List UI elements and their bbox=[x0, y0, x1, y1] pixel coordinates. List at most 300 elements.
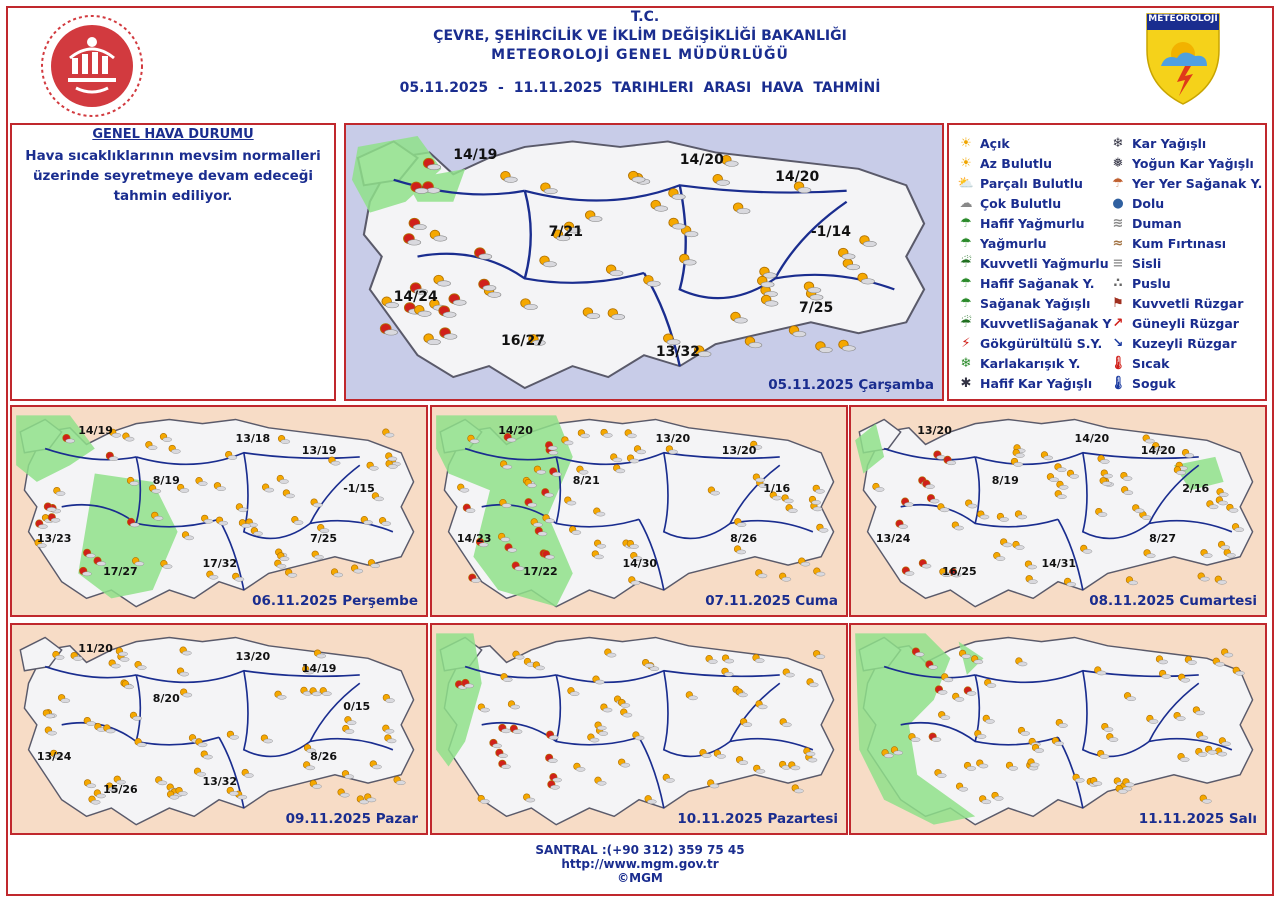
cloud-icon bbox=[152, 489, 161, 493]
cloud-icon bbox=[369, 466, 378, 470]
cloud-icon bbox=[552, 472, 561, 476]
header-ministry: ÇEVRE, ŞEHİRCİLİK VE İKLİM DEĞİŞİKLİĞİ BAKANLIĞI bbox=[433, 28, 847, 44]
cloud-icon bbox=[1104, 727, 1113, 731]
heavy-shower-icon: ☔ bbox=[960, 315, 972, 331]
legend-label: Kar Yağışlı bbox=[1132, 135, 1207, 151]
legend-item bbox=[1109, 333, 1262, 353]
cloud-icon bbox=[842, 254, 855, 259]
cloud-icon bbox=[180, 488, 189, 492]
cloud-icon bbox=[1196, 711, 1205, 715]
cloud-icon bbox=[717, 180, 730, 185]
cloud-icon bbox=[133, 716, 142, 720]
cloud-icon bbox=[322, 692, 331, 696]
cloud-icon bbox=[56, 491, 65, 495]
map-day-label: 11.11.2025 Salı bbox=[1138, 811, 1257, 827]
cloud-icon bbox=[1083, 549, 1092, 553]
cloud-icon bbox=[306, 766, 315, 770]
cloud-icon bbox=[819, 528, 828, 532]
cloud-icon bbox=[842, 346, 855, 351]
cloud-icon bbox=[1221, 545, 1230, 549]
cloud-icon bbox=[1145, 439, 1154, 443]
cloud-icon bbox=[345, 729, 354, 733]
legend-label: Yer Yer Sağanak Y. bbox=[1132, 175, 1263, 191]
cloud-icon bbox=[595, 680, 604, 684]
cloud-icon bbox=[996, 556, 1005, 560]
cloudy-icon: ☁ bbox=[959, 195, 973, 211]
cloud-icon bbox=[1127, 697, 1136, 701]
temperature-label: 2/16 bbox=[1182, 481, 1210, 495]
cloud-icon bbox=[527, 483, 536, 487]
general-weather-title: GENEL HAVA DURUMU bbox=[92, 127, 254, 142]
cloud-icon bbox=[725, 161, 738, 166]
temperature-label: 11/20 bbox=[78, 641, 113, 655]
cloud-icon bbox=[499, 754, 508, 758]
light-rain-icon: ☂ bbox=[960, 215, 972, 231]
cloud-icon bbox=[758, 705, 767, 709]
cloud-icon bbox=[203, 755, 212, 759]
cloud-icon bbox=[515, 655, 524, 659]
cloud-icon bbox=[180, 672, 189, 676]
cloud-icon bbox=[669, 450, 678, 454]
fog-icon: ≡ bbox=[1112, 255, 1124, 271]
cloud-icon bbox=[1055, 742, 1064, 746]
cloud-icon bbox=[375, 497, 384, 501]
cloud-icon bbox=[73, 656, 82, 660]
cloud-icon bbox=[590, 738, 599, 742]
legend-item bbox=[957, 233, 1112, 253]
cloud-icon bbox=[428, 164, 441, 169]
cloud-icon bbox=[756, 769, 765, 773]
turkey-landmass bbox=[863, 419, 1252, 606]
cloud-icon bbox=[538, 532, 547, 536]
legend-item bbox=[957, 153, 1112, 173]
cloud-icon bbox=[91, 800, 100, 804]
map-day-5 bbox=[10, 623, 428, 835]
cloud-icon bbox=[616, 469, 625, 473]
cloud-icon bbox=[502, 765, 511, 769]
cloud-icon bbox=[209, 575, 218, 579]
cloud-icon bbox=[738, 693, 747, 697]
cloud-icon bbox=[982, 800, 991, 804]
cloud-icon bbox=[594, 555, 603, 559]
cloud-icon bbox=[932, 737, 941, 741]
legend-label: Yoğun Kar Yağışlı bbox=[1132, 155, 1254, 171]
temperature-label: 8/20 bbox=[152, 691, 180, 705]
cloud-icon bbox=[137, 743, 146, 747]
cloud-icon bbox=[1014, 462, 1023, 466]
cloud-icon bbox=[120, 657, 129, 661]
cloud-icon bbox=[603, 433, 612, 437]
cloud-icon bbox=[504, 177, 517, 182]
cloud-icon bbox=[1118, 789, 1127, 793]
cloud-icon bbox=[630, 459, 639, 463]
smoke-icon: ≋ bbox=[1112, 215, 1124, 231]
cloud-icon bbox=[239, 508, 248, 512]
cloud-icon bbox=[1188, 660, 1197, 664]
legend-item bbox=[1109, 373, 1262, 393]
cloud-icon bbox=[388, 457, 397, 461]
footer-url[interactable]: http://www.mgm.gov.tr bbox=[561, 857, 719, 871]
cloud-icon bbox=[229, 791, 238, 795]
turkey-map bbox=[12, 407, 426, 615]
cloud-icon bbox=[596, 512, 605, 516]
footer-phone: SANTRAL :(+90 312) 359 75 45 bbox=[535, 843, 745, 857]
cloud-icon bbox=[1229, 508, 1238, 512]
cloud-icon bbox=[86, 554, 95, 558]
general-weather-panel bbox=[10, 123, 336, 401]
cloud-icon bbox=[1142, 516, 1151, 520]
cloud-icon bbox=[765, 301, 778, 306]
map-day-3 bbox=[430, 405, 848, 617]
cloud-icon bbox=[612, 314, 625, 319]
cloud-icon bbox=[533, 523, 542, 527]
cloud-icon bbox=[354, 569, 363, 573]
snow-icon: ❄ bbox=[1112, 135, 1124, 151]
legend-item bbox=[1109, 233, 1262, 253]
temperature-label: 0/15 bbox=[343, 699, 371, 713]
legend-item bbox=[957, 193, 1112, 213]
cloud-icon bbox=[1209, 505, 1218, 509]
cloud-icon bbox=[929, 665, 938, 669]
temperature-label: 13/23 bbox=[36, 531, 72, 545]
cloud-icon bbox=[526, 798, 535, 802]
cloud-icon bbox=[545, 519, 554, 523]
cloud-icon bbox=[610, 270, 623, 275]
cloud-icon bbox=[1180, 758, 1189, 762]
cloud-icon bbox=[899, 524, 908, 528]
cloud-icon bbox=[1102, 482, 1111, 486]
cloud-icon bbox=[460, 488, 469, 492]
thunderstorm-icon: ⚡ bbox=[961, 335, 971, 351]
cloud-icon bbox=[1217, 580, 1226, 584]
cloud-icon bbox=[1199, 736, 1208, 740]
cloud-icon bbox=[798, 187, 811, 192]
cloud-icon bbox=[125, 437, 134, 441]
cloud-icon bbox=[264, 739, 273, 743]
temperature-label: 13/32 bbox=[202, 774, 238, 788]
hail-icon: ● bbox=[1112, 195, 1124, 211]
cloud-icon bbox=[286, 494, 295, 498]
shower-icon: ☂ bbox=[960, 295, 972, 311]
cloud-icon bbox=[281, 440, 290, 444]
map-day-1 bbox=[344, 123, 944, 401]
temperature-label: 17/27 bbox=[103, 565, 138, 579]
heavy-snow-icon: ❅ bbox=[1112, 155, 1124, 171]
cloud-icon bbox=[782, 577, 791, 581]
cloud-icon bbox=[537, 470, 546, 474]
temperature-label: 15/26 bbox=[103, 783, 138, 797]
cloud-icon bbox=[647, 800, 656, 804]
cloud-icon bbox=[603, 708, 612, 712]
cloud-icon bbox=[1208, 750, 1217, 754]
cloud-icon bbox=[154, 516, 163, 520]
turkey-map bbox=[851, 407, 1265, 615]
legend-label: Çok Bulutlu bbox=[980, 195, 1062, 211]
cloud-icon bbox=[979, 764, 988, 768]
legend-item bbox=[1109, 133, 1262, 153]
cloud-icon bbox=[597, 726, 606, 730]
map-day-label: 06.11.2025 Perşembe bbox=[252, 593, 418, 609]
cloud-icon bbox=[51, 518, 60, 522]
cloud-icon bbox=[312, 692, 321, 696]
partly-cloudy-icon: ⛅ bbox=[957, 175, 975, 191]
cloud-icon bbox=[1198, 752, 1207, 756]
cloud-icon bbox=[502, 503, 511, 507]
cloud-icon bbox=[434, 236, 447, 241]
cloud-icon bbox=[1235, 528, 1244, 532]
cloud-icon bbox=[1235, 671, 1244, 675]
cloud-icon bbox=[55, 655, 64, 659]
cloud-icon bbox=[785, 673, 794, 677]
cloud-icon bbox=[48, 731, 57, 735]
cloud-icon bbox=[158, 781, 167, 785]
cloud-icon bbox=[1181, 678, 1190, 682]
map-day-label: 09.11.2025 Pazar bbox=[285, 811, 418, 827]
legend-item bbox=[1109, 313, 1262, 333]
temperature-label: 14/20 bbox=[1074, 431, 1110, 445]
cloud-icon bbox=[904, 502, 913, 506]
legend-label: Kuvvetli Yağmurlu bbox=[980, 255, 1109, 271]
cloud-icon bbox=[502, 729, 511, 733]
cloud-icon bbox=[815, 489, 824, 493]
cloud-icon bbox=[313, 503, 322, 507]
cloud-icon bbox=[544, 188, 557, 193]
cloud-icon bbox=[340, 793, 349, 797]
temperature-label: 13/20 bbox=[917, 423, 952, 437]
cloud-icon bbox=[382, 522, 391, 526]
cloud-icon bbox=[1149, 719, 1158, 723]
legend-item bbox=[957, 213, 1112, 233]
cloud-icon bbox=[334, 573, 343, 577]
cloud-icon bbox=[480, 799, 489, 803]
cloud-icon bbox=[279, 479, 288, 483]
cloud-icon bbox=[708, 659, 717, 663]
cloud-icon bbox=[809, 683, 818, 687]
temperature-label: 8/19 bbox=[991, 473, 1019, 487]
cloud-icon bbox=[1035, 748, 1044, 752]
cloud-icon bbox=[396, 781, 405, 785]
temperature-label: 8/26 bbox=[310, 749, 338, 763]
cloud-icon bbox=[808, 287, 821, 292]
cloud-icon bbox=[702, 754, 711, 758]
cloud-icon bbox=[631, 581, 640, 585]
cloud-icon bbox=[621, 763, 630, 767]
cloud-icon bbox=[772, 496, 781, 500]
cloud-icon bbox=[791, 766, 800, 770]
cloud-icon bbox=[672, 224, 685, 229]
cloud-icon bbox=[1070, 474, 1079, 478]
cloud-icon bbox=[863, 241, 876, 246]
cloud-icon bbox=[1218, 752, 1227, 756]
cloud-icon bbox=[235, 577, 244, 581]
cloud-icon bbox=[204, 519, 213, 523]
cloud-icon bbox=[635, 736, 644, 740]
cloud-icon bbox=[511, 705, 520, 709]
cloud-icon bbox=[265, 488, 274, 492]
legend-item bbox=[1109, 293, 1262, 313]
cloud-icon bbox=[581, 434, 590, 438]
cloud-icon bbox=[711, 491, 720, 495]
cloud-icon bbox=[1215, 662, 1224, 666]
cloud-icon bbox=[1058, 723, 1067, 727]
legend-panel bbox=[947, 123, 1267, 401]
cloud-icon bbox=[372, 765, 381, 769]
cloud-icon bbox=[66, 439, 75, 443]
temperature-label: 14/20 bbox=[679, 152, 724, 169]
temperature-label: 7/21 bbox=[548, 223, 583, 240]
legend-label: KuvvetliSağanak Y bbox=[980, 315, 1112, 331]
cloud-icon bbox=[86, 721, 95, 725]
cloud-icon bbox=[543, 261, 556, 266]
cloud-icon bbox=[1129, 581, 1138, 585]
cloud-icon bbox=[810, 295, 823, 300]
temperature-label: 13/18 bbox=[235, 431, 271, 445]
cloud-icon bbox=[688, 696, 697, 700]
cloud-icon bbox=[493, 744, 502, 748]
legend-label: Az Bulutlu bbox=[980, 155, 1053, 171]
cloud-icon bbox=[1224, 653, 1233, 657]
strong-wind-icon: ⚑ bbox=[1112, 295, 1124, 311]
cloud-icon bbox=[1124, 491, 1133, 495]
cloud-icon bbox=[685, 231, 698, 236]
sun-cloud-icon: ☀ bbox=[960, 155, 972, 171]
cloud-icon bbox=[761, 282, 774, 287]
cloud-icon bbox=[570, 692, 579, 696]
legend-label: Hafif Yağmurlu bbox=[980, 215, 1085, 231]
map-day-7 bbox=[849, 623, 1267, 835]
cloud-icon bbox=[944, 678, 953, 682]
cloud-icon bbox=[717, 754, 726, 758]
cloud-icon bbox=[1159, 660, 1168, 664]
cloud-icon bbox=[1015, 453, 1024, 457]
cloud-icon bbox=[1176, 716, 1185, 720]
cloud-icon bbox=[217, 487, 226, 491]
cloud-icon bbox=[471, 578, 480, 582]
cloud-icon bbox=[413, 224, 426, 229]
cloud-icon bbox=[1028, 580, 1037, 584]
cloud-icon bbox=[545, 555, 554, 559]
legend-column-right bbox=[1109, 133, 1262, 393]
legend-label: Açık bbox=[980, 135, 1010, 151]
cloud-icon bbox=[564, 441, 573, 445]
cloud-icon bbox=[345, 775, 354, 779]
cloud-icon bbox=[277, 564, 286, 568]
cloud-icon bbox=[228, 455, 237, 459]
cloud-icon bbox=[572, 530, 581, 534]
general-weather-text: Hava sıcaklıklarının mevsim normalleri üzerinde seyretmeye devam edeceği tahmin ediliyor. bbox=[25, 148, 321, 204]
cloud-icon bbox=[683, 260, 696, 265]
page-footer bbox=[0, 843, 1280, 885]
cloud-icon bbox=[1093, 782, 1102, 786]
temperature-label: -1/15 bbox=[343, 481, 375, 495]
turkey-map bbox=[851, 625, 1265, 833]
cloud-icon bbox=[955, 526, 964, 530]
cloud-icon bbox=[1028, 565, 1037, 569]
cloud-icon bbox=[1202, 799, 1211, 803]
turkey-map bbox=[432, 407, 846, 615]
cloud-icon bbox=[938, 690, 947, 694]
cloud-icon bbox=[238, 795, 247, 799]
cloud-icon bbox=[576, 767, 585, 771]
temperature-label: 14/20 bbox=[775, 168, 820, 185]
cloud-icon bbox=[819, 347, 832, 352]
cloud-icon bbox=[1177, 471, 1186, 475]
cloud-icon bbox=[385, 433, 394, 437]
temperature-label: 17/32 bbox=[202, 556, 238, 570]
cloud-icon bbox=[915, 652, 924, 656]
temperature-label: 13/24 bbox=[875, 531, 911, 545]
page-header bbox=[0, 8, 1280, 98]
cloud-icon bbox=[513, 730, 522, 734]
map-day-2 bbox=[10, 405, 428, 617]
map-day-label: 05.11.2025 Çarşamba bbox=[768, 377, 934, 393]
temperature-label: 14/20 bbox=[1140, 444, 1176, 458]
cloud-icon bbox=[816, 655, 825, 659]
turkey-map bbox=[12, 625, 426, 833]
cloud-icon bbox=[613, 458, 622, 462]
light-snow-icon: ✱ bbox=[960, 375, 972, 391]
cloud-icon bbox=[737, 208, 750, 213]
cloud-icon bbox=[480, 708, 489, 712]
cloud-icon bbox=[627, 434, 636, 438]
legend-item bbox=[957, 313, 1112, 333]
cloud-icon bbox=[198, 482, 207, 486]
cloud-icon bbox=[385, 729, 394, 733]
cloud-icon bbox=[415, 188, 428, 193]
cloud-icon bbox=[87, 784, 96, 788]
legend-label: Yağmurlu bbox=[980, 235, 1047, 251]
cloud-icon bbox=[230, 735, 239, 739]
legend-item bbox=[1109, 153, 1262, 173]
cloud-icon bbox=[109, 457, 118, 461]
cloud-icon bbox=[1125, 783, 1134, 787]
map-day-label: 10.11.2025 Pazartesi bbox=[677, 811, 838, 827]
cloud-icon bbox=[384, 330, 397, 335]
cloud-icon bbox=[183, 693, 192, 697]
cloud-icon bbox=[793, 331, 806, 336]
cloud-icon bbox=[645, 663, 654, 667]
cloud-icon bbox=[749, 342, 762, 347]
cloud-icon bbox=[61, 699, 70, 703]
cloud-icon bbox=[755, 659, 764, 663]
cloud-icon bbox=[314, 555, 323, 559]
legend-item bbox=[957, 173, 1112, 193]
cloud-icon bbox=[905, 571, 914, 575]
cloud-icon bbox=[170, 795, 179, 799]
cloud-icon bbox=[106, 729, 115, 733]
cloud-icon bbox=[288, 573, 297, 577]
cloud-icon bbox=[816, 572, 825, 576]
cloud-icon bbox=[1162, 674, 1171, 678]
cloud-icon bbox=[1044, 456, 1053, 460]
temperature-label: 17/22 bbox=[523, 565, 558, 579]
cloud-icon bbox=[630, 544, 639, 548]
cloud-icon bbox=[1200, 577, 1209, 581]
cloud-icon bbox=[219, 521, 228, 525]
legend-label: Hafif Sağanak Y. bbox=[980, 275, 1095, 291]
cloud-icon bbox=[655, 206, 668, 211]
cloud-icon bbox=[503, 465, 512, 469]
cloud-icon bbox=[922, 564, 931, 568]
cloud-icon bbox=[501, 537, 510, 541]
cloud-icon bbox=[294, 520, 303, 524]
cloud-icon bbox=[479, 254, 492, 259]
cloud-icon bbox=[725, 659, 734, 663]
cloud-icon bbox=[548, 759, 557, 763]
header-line-1: T.C. bbox=[630, 9, 660, 25]
cloud-icon bbox=[967, 691, 976, 695]
cloud-icon bbox=[801, 562, 810, 566]
